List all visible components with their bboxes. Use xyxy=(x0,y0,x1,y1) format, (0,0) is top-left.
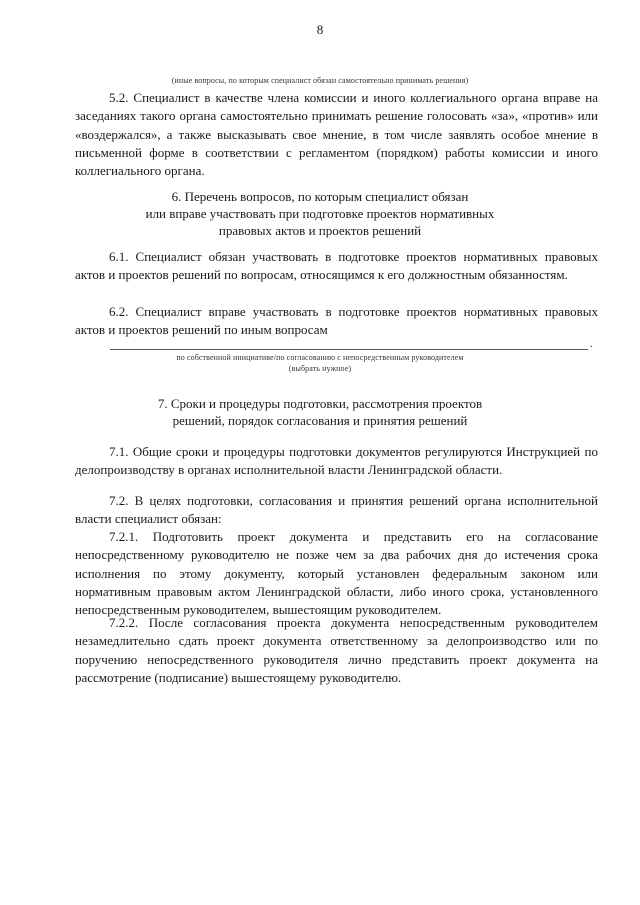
paragraph-7-2: 7.2. В целях подготовки, согласования и принятия решений органа исполнительной власти специалист обязан: xyxy=(75,493,598,527)
page-number: 8 xyxy=(316,22,324,37)
paragraph-7-1: 7.1. Общие сроки и процедуры подготовки документов регулируются Инструкцией по делопроизводству в органах исполнительной власти Ленинградской области. xyxy=(75,444,598,478)
top-note: (иные вопросы, по которым специалист обязан самостоятельно принимать решения) xyxy=(171,76,469,85)
fill-in-line xyxy=(110,349,588,350)
choice-note-hint: (выбрать нужное) xyxy=(288,364,352,373)
paragraph-7-2-1: 7.2.1. Подготовить проект документа и представить его на согласование непосредственному руководителю не позже чем за два рабочих дня до истечения срока исполнения по этому документу, который установлен федеральным законом или нормативным правовым актом Ленинградской области, либо иного срока, установленного непосредственным руководителем, вышестоящим руководителем. xyxy=(75,529,598,618)
section-6-heading-line-1: 6. Перечень вопросов, по которым специалист обязан xyxy=(171,189,469,204)
fill-in-line-end: . xyxy=(590,339,593,350)
paragraph-6-2: 6.2. Специалист вправе участвовать в подготовке проектов нормативных правовых актов и проектов решений по иным вопросам xyxy=(75,304,598,338)
paragraph-6-1: 6.1. Специалист обязан участвовать в подготовке проектов нормативных правовых актов и проектов решений по вопросам, относящимся к его должностным обязанностям. xyxy=(75,249,598,283)
choice-note: по собственной инициативе/по согласованию с непосредственным руководителем xyxy=(176,353,464,362)
paragraph-5-2: 5.2. Специалист в качестве члена комиссии и иного коллегиального органа вправе на заседаниях такого органа самостоятельно принимать решение голосовать «за», «против» или «воздержался», а также высказывать свое мнение, в том числе заявлять особое мнение в письменной форме в соответствии с регламентом (порядком) работы комиссии и иного коллегиального органа. xyxy=(75,90,598,179)
paragraph-7-2-2: 7.2.2. После согласования проекта документа непосредственным руководителем незамедлительно сдать проект документа ответственному за делопроизводство или по поручению непосредственного руководителя лично представить проект документа на рассмотрение (подписание) вышестоящему руководителю. xyxy=(75,615,598,685)
section-6-heading-line-2: или вправе участвовать при подготовке проектов нормативных xyxy=(145,206,495,221)
section-7-heading-line-2: решений, порядок согласования и принятия решений xyxy=(172,413,468,428)
section-7-heading-line-1: 7. Сроки и процедуры подготовки, рассмотрения проектов xyxy=(157,396,483,411)
section-6-heading-line-3: правовых актов и проектов решений xyxy=(218,223,422,238)
